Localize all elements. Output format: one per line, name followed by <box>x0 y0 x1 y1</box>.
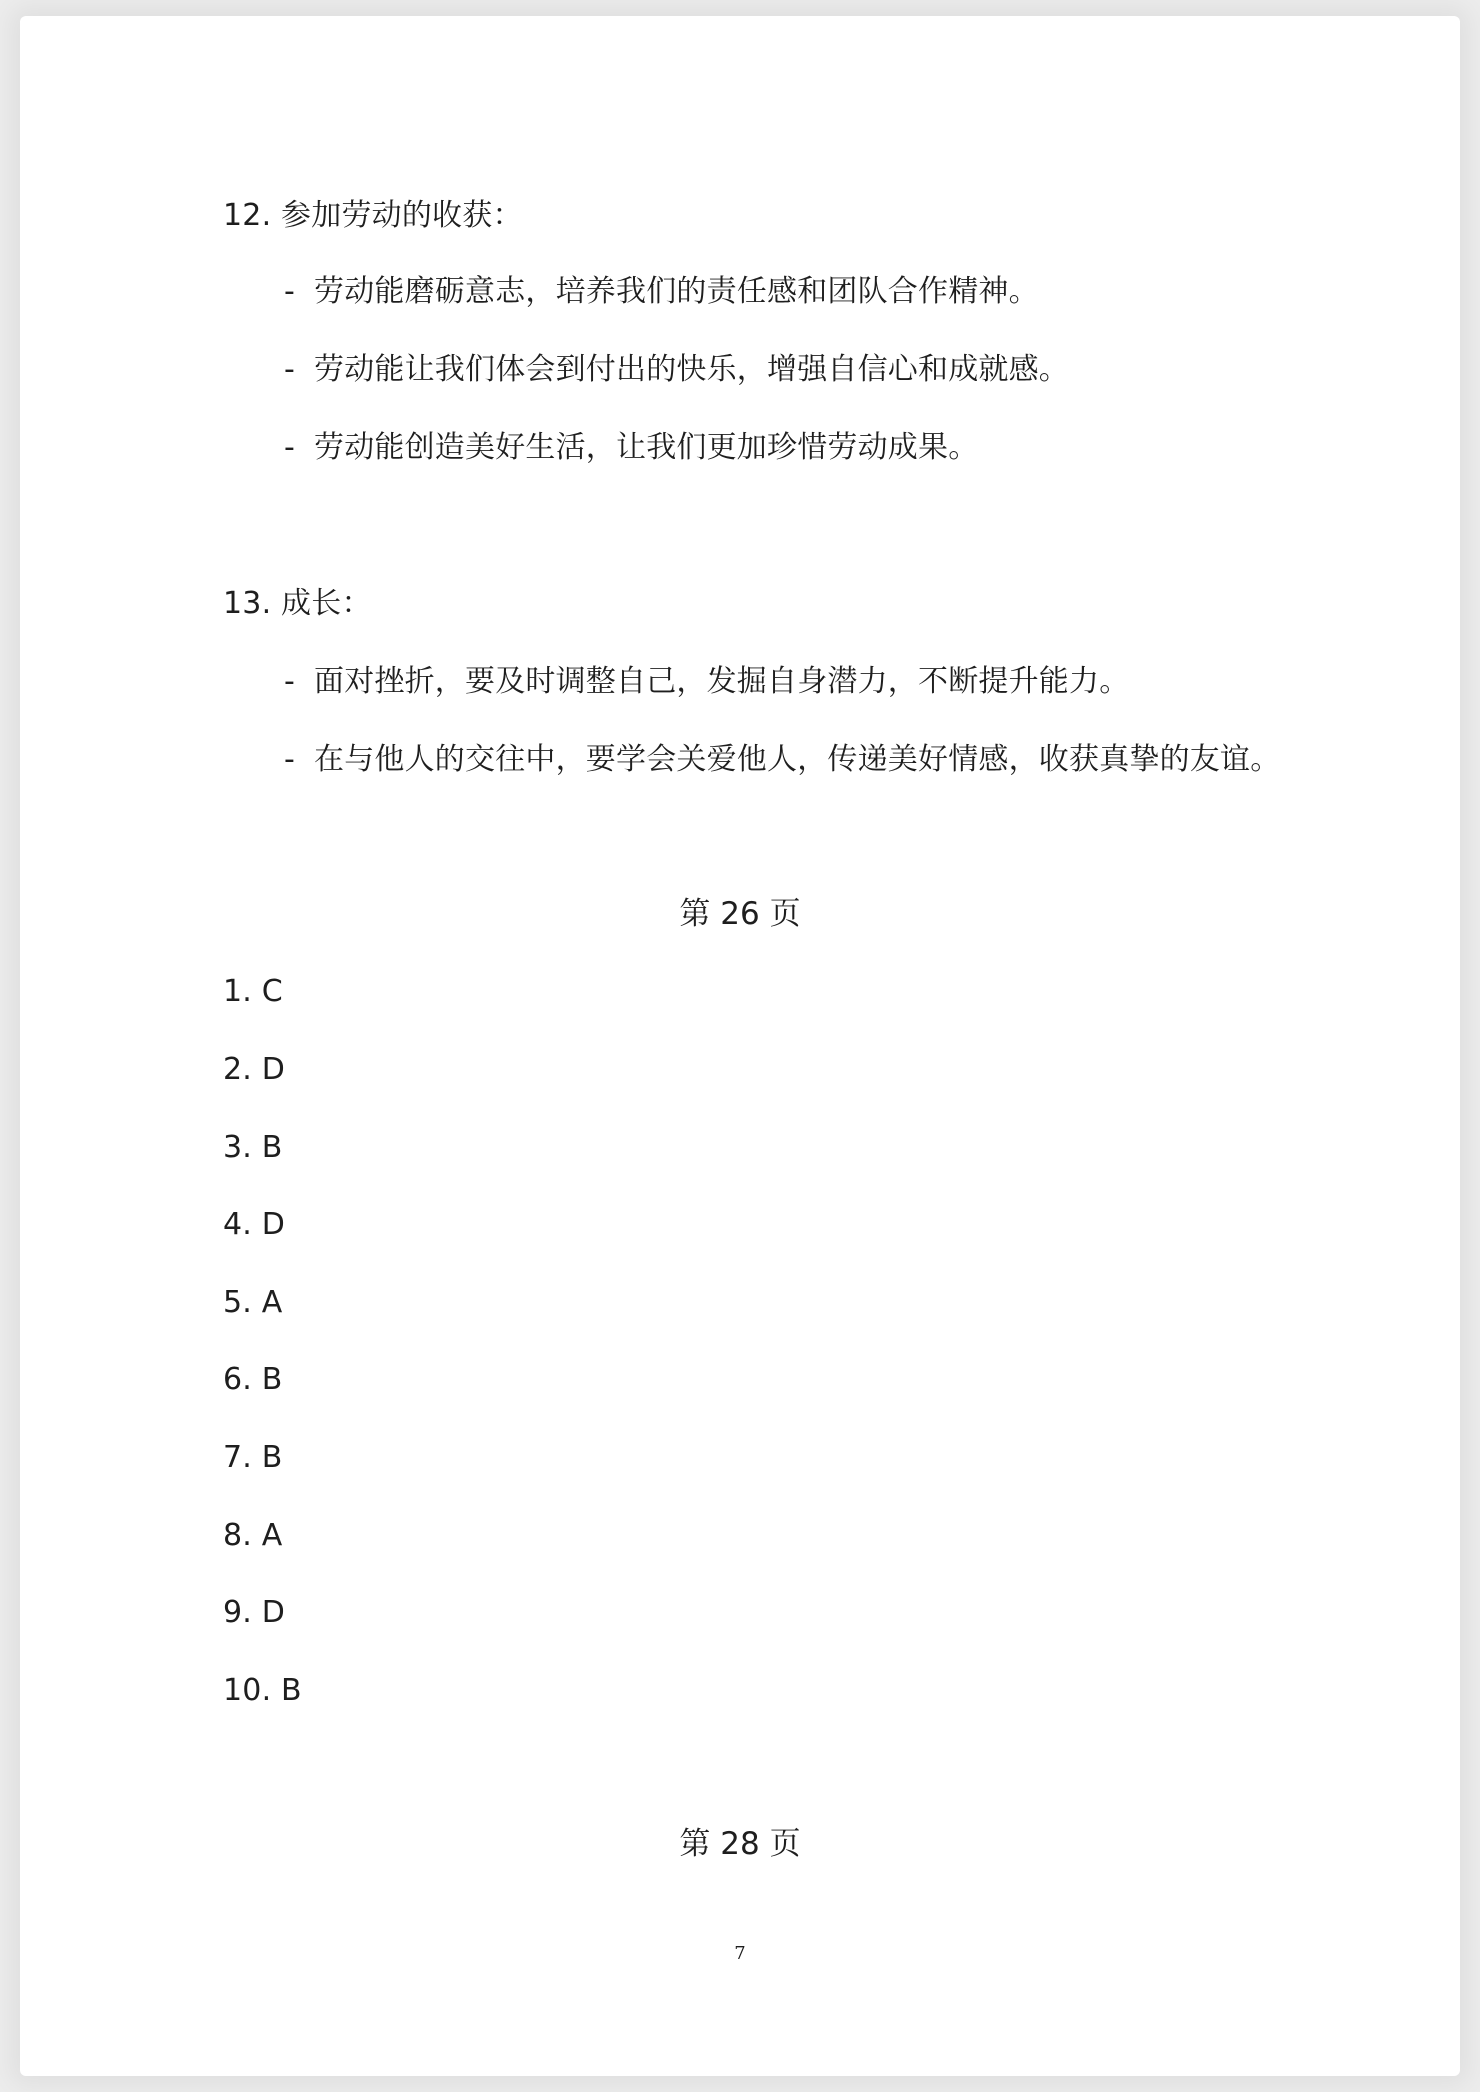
section-13-bullet-1 <box>284 662 1129 702</box>
document-page <box>20 16 1460 2076</box>
bullet-marker: - <box>284 352 296 387</box>
answer-item: 8. A <box>223 1518 283 1553</box>
section-13-bullet-2 <box>284 740 1280 780</box>
bullet-marker: - <box>284 742 296 777</box>
bullet-text: 劳动能磨砺意志，培养我们的责任感和团队合作精神。 <box>314 274 1039 309</box>
answer-item: 4. D <box>223 1207 286 1242</box>
section-13-heading: 13. 成长： <box>223 586 372 621</box>
bullet-text: 在与他人的交往中，要学会关爱他人，传递美好情感，收获真挚的友谊。 <box>314 742 1281 777</box>
bullet-marker: - <box>284 274 296 309</box>
bullet-text: 劳动能让我们体会到付出的快乐，增强自信心和成就感。 <box>314 352 1069 387</box>
answer-item: 10. B <box>223 1673 302 1708</box>
page-number: 7 <box>734 1943 746 1964</box>
answer-item: 3. B <box>223 1130 283 1165</box>
bullet-text: 劳动能创造美好生活，让我们更加珍惜劳动成果。 <box>314 430 979 465</box>
bullet-marker: - <box>284 430 296 465</box>
answer-item: 2. D <box>223 1052 286 1087</box>
answer-item: 7. B <box>223 1440 283 1475</box>
answer-item: 6. B <box>223 1362 283 1397</box>
bullet-marker: - <box>284 664 296 699</box>
answer-item: 5. A <box>223 1285 283 1320</box>
answer-item: 1. C <box>223 974 283 1009</box>
section-12-bullet-2 <box>284 350 1069 390</box>
section-12-bullet-3 <box>284 428 978 468</box>
section-12-bullet-1 <box>284 272 1039 312</box>
page-26-label: 第 26 页 <box>679 896 801 932</box>
answer-item: 9. D <box>223 1595 286 1630</box>
page-28-label: 第 28 页 <box>679 1826 801 1862</box>
section-12-heading: 12. 参加劳动的收获： <box>223 198 523 233</box>
bullet-text: 面对挫折，要及时调整自己，发掘自身潜力，不断提升能力。 <box>314 664 1130 699</box>
